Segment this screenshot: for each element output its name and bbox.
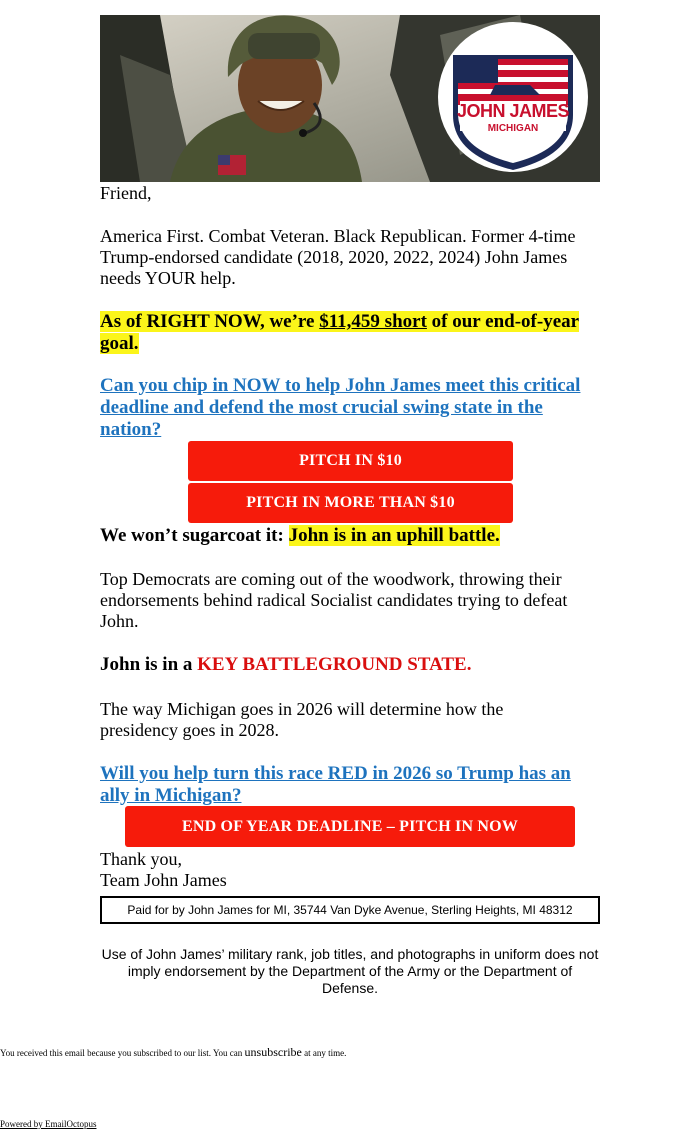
intro-paragraph: America First. Combat Veteran. Black Republican. Former 4-time Trump-endorsed candidate (2018, 2020, 2022, 2024) John James needs YOUR help. [100,226,576,288]
deadline-button[interactable]: END OF YEAR DEADLINE – PITCH IN NOW [125,806,575,847]
paid-for-text: Paid for by John James for MI, 35744 Van Dyke Avenue, Sterling Heights, MI 48312 [127,903,573,917]
michigan-paragraph: The way Michigan goes in 2026 will determine how the presidency goes in 2028. [100,699,504,740]
chip-in-link[interactable]: Can you chip in NOW to help John James meet this critical deadline and defend the most crucial swing state in the nation? [100,375,581,440]
sugarcoat-paragraph [100,525,600,547]
goal-prefix: As of RIGHT NOW, we’re [100,311,320,332]
sugarcoat-prefix: We won’t sugarcoat it: [100,525,289,546]
greeting: Friend, [100,183,152,203]
battleground-paragraph [100,654,600,676]
democrats-paragraph: Top Democrats are coming out of the woodwork, throwing their endorsements behind radical Socialist candidates trying to defeat John. [100,569,568,631]
goal-paragraph [100,311,595,355]
logo-state: MICHIGAN [487,123,539,134]
logo-name: JOHN JAMES [456,101,570,121]
unsubscribe-link[interactable]: unsubscribe [244,1045,302,1059]
hero-photo [100,15,600,182]
received-suffix: at any time. [301,1048,347,1058]
powered-by-link[interactable]: Powered by EmailOctopus [0,1119,97,1129]
sugarcoat-highlight: John is in an uphill battle. [288,525,500,546]
military-disclaimer: Use of John James’ military rank, job titles, and photographs in uniform does not imply endorsement by the Department of the Army or the Department of Defense. [101,946,599,996]
received-prefix: You received this email because you subscribed to our list. You can [0,1048,245,1058]
battleground-highlight: KEY BATTLEGROUND STATE. [197,654,472,675]
goal-suffix: of our end-of-year goal. [100,311,580,354]
turn-red-link[interactable]: Will you help turn this race RED in 2026 so Trump has an ally in Michigan? [100,763,571,806]
paid-for-box [100,896,600,924]
footer-notice [0,1045,346,1060]
goal-amount: $11,459 short [319,311,427,332]
hero-banner-image [100,15,600,182]
battleground-prefix: John is in a [100,654,198,675]
pitch-in-more-button[interactable]: PITCH IN MORE THAN $10 [188,483,513,523]
thank-you: Thank you, [100,849,182,869]
signoff: Team John James [100,870,227,890]
pitch-in-10-button[interactable]: PITCH IN $10 [188,441,513,481]
